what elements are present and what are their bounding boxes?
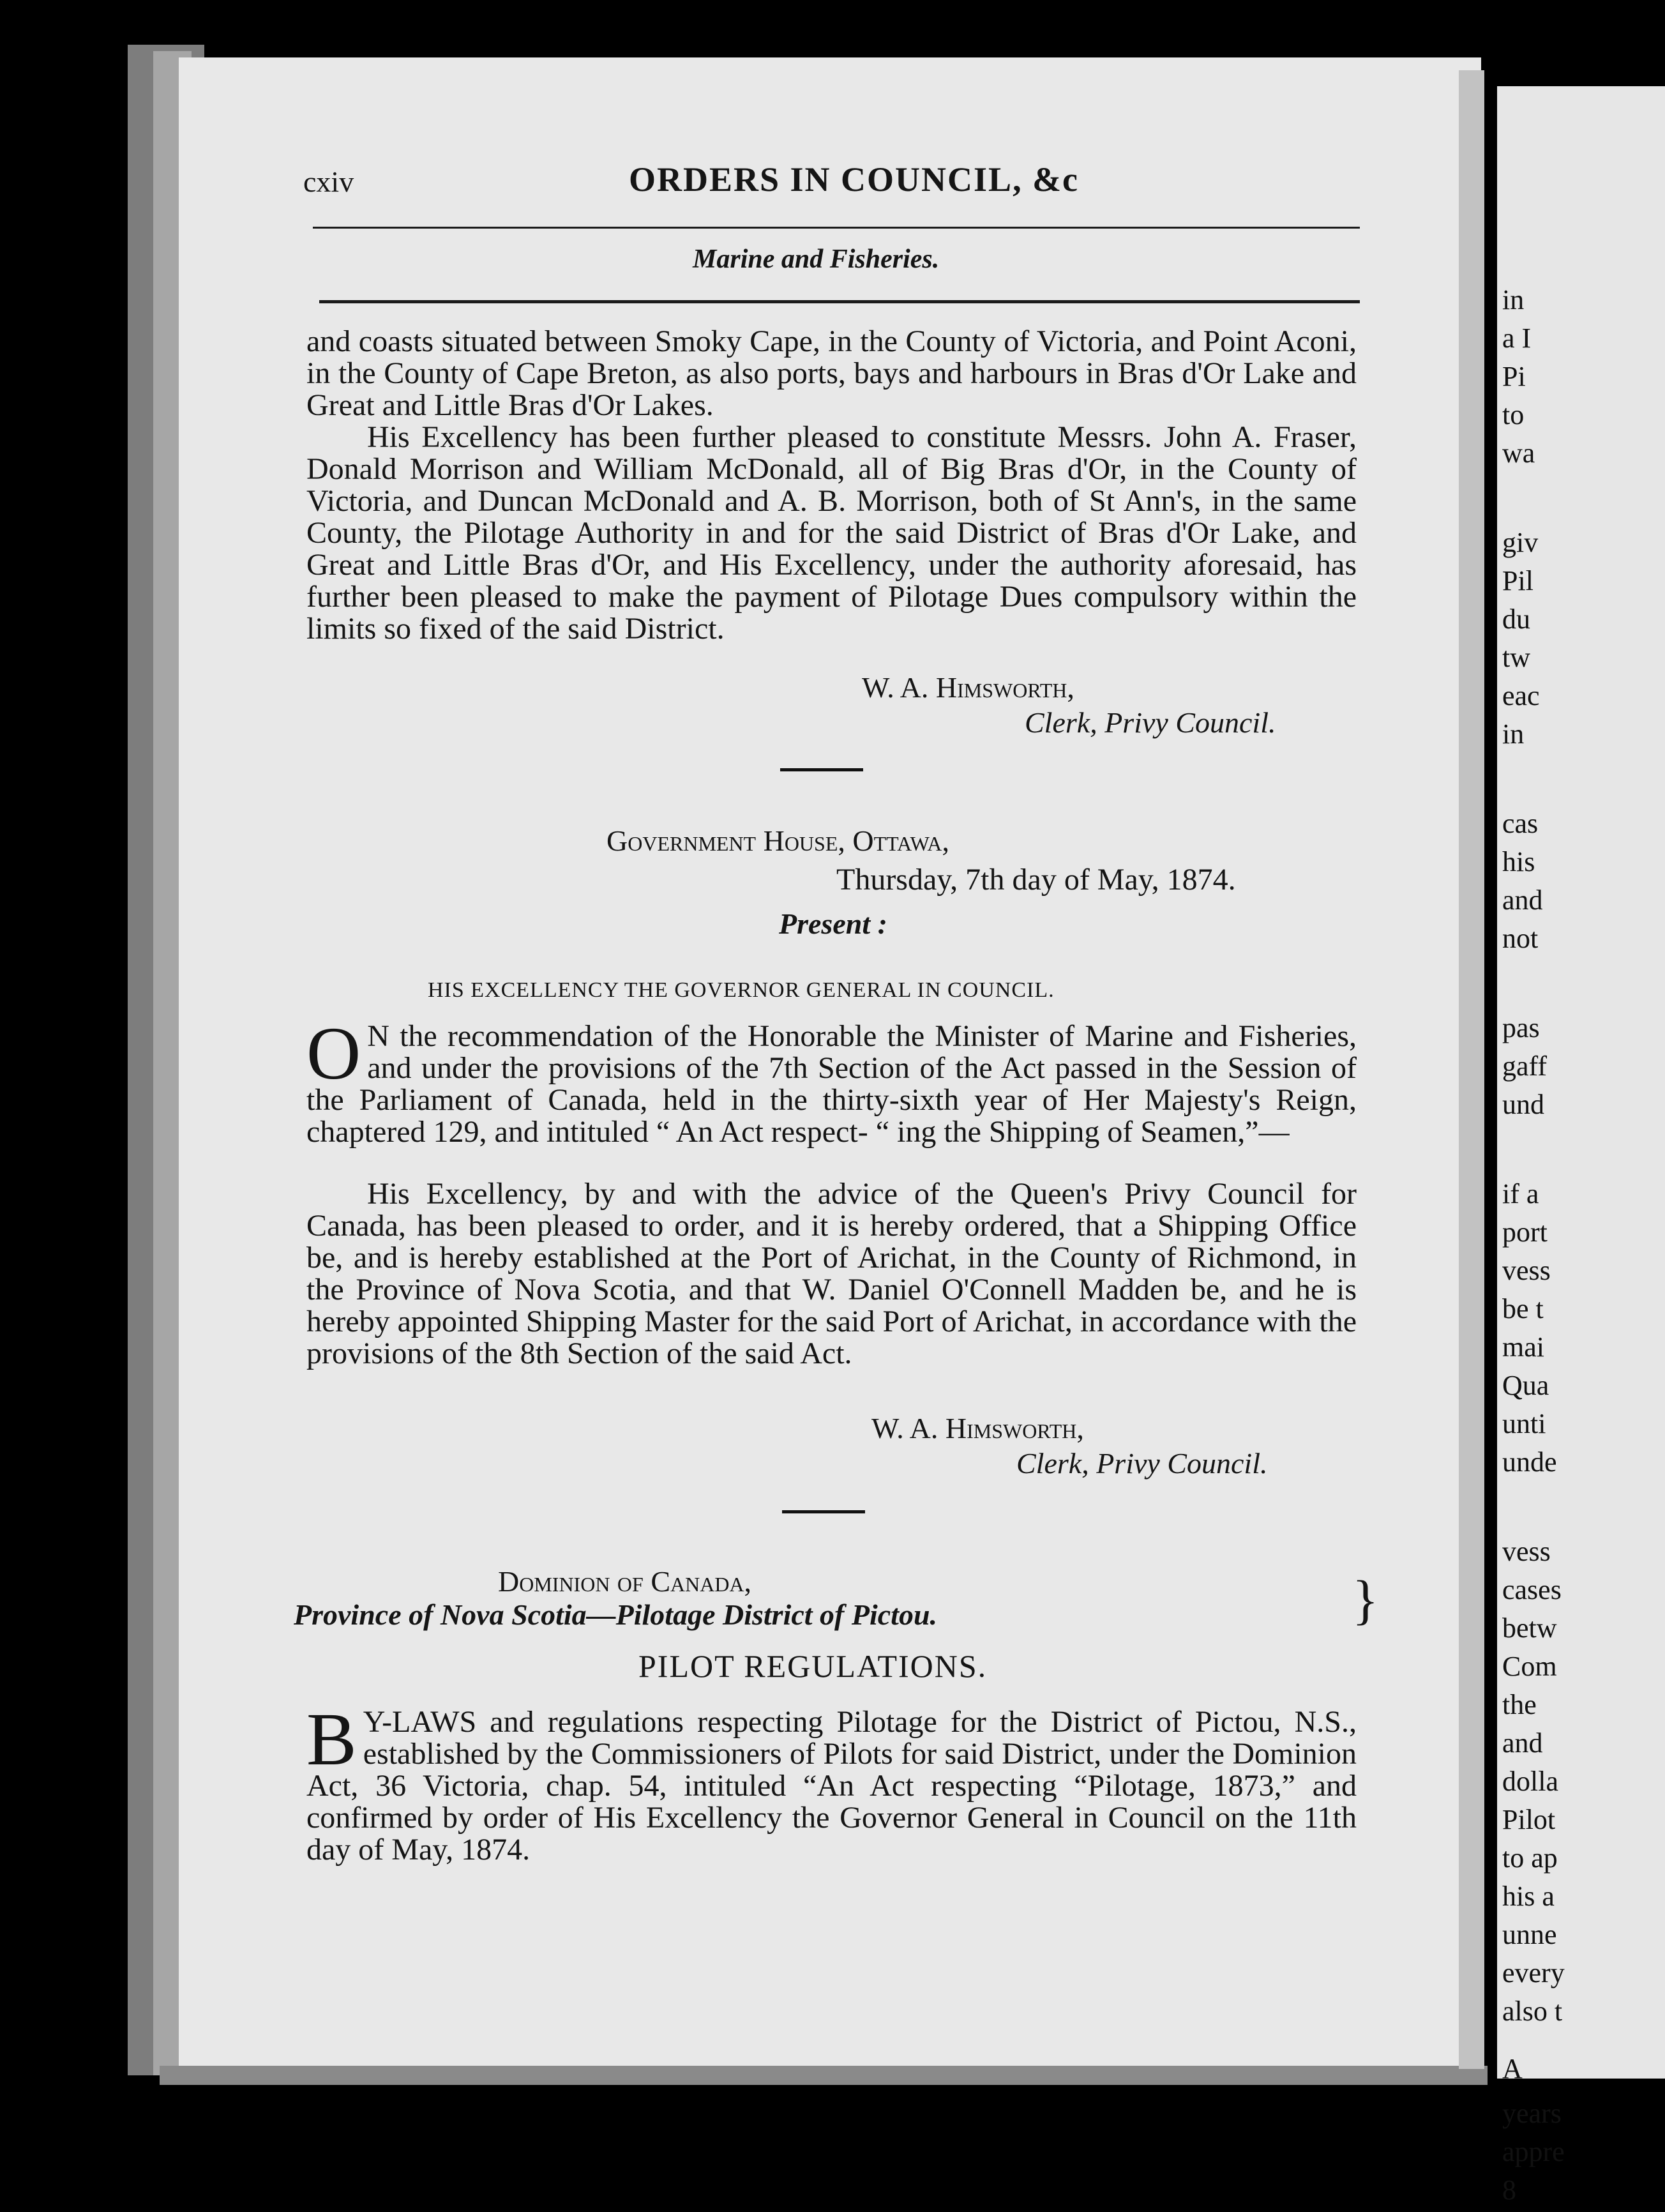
signature-title: Clerk, Privy Council. — [1025, 706, 1276, 739]
signature-title-2: Clerk, Privy Council. — [1016, 1447, 1268, 1480]
facing-page-fragment: and — [1502, 1727, 1543, 1759]
page-edge — [160, 2066, 1488, 2085]
facing-page-fragment: the — [1502, 1689, 1537, 1720]
facing-page-fragment: du — [1502, 603, 1530, 635]
facing-page-fragment: Pi — [1502, 361, 1526, 392]
signature-name: W. A. Himsworth, — [862, 671, 1074, 704]
facing-page-fragment: unde — [1502, 1446, 1557, 1478]
facing-page-fragment: a I — [1502, 322, 1532, 354]
drop-cap-b: B — [306, 1697, 357, 1781]
facing-page-fragment: Qua — [1502, 1370, 1549, 1401]
drop-cap-o: O — [306, 1011, 361, 1095]
facing-page-fragment: cas — [1502, 808, 1539, 839]
facing-page-fragment: cases — [1502, 1574, 1562, 1605]
facing-page-fragment: not — [1502, 923, 1539, 954]
facing-page-fragment: in — [1502, 284, 1525, 315]
facing-page-fragment: gaff — [1502, 1050, 1548, 1082]
facing-page-fragment: giv — [1502, 527, 1539, 558]
bylaws-paragraph — [306, 1697, 1357, 1867]
facing-page-fragment: wa — [1502, 437, 1535, 469]
facing-page-fragment: his a — [1502, 1881, 1555, 1912]
running-head: ORDERS IN COUNCIL, &c — [629, 160, 1080, 199]
facing-page-fragment: his — [1502, 846, 1535, 877]
facing-page-fragment: pas — [1502, 1012, 1540, 1043]
facing-page-fragment: Pil — [1502, 565, 1533, 596]
recommendation-text: N the recommendation of the Honorable the Minister of Marine and Fisheries, and under the provisions of the 7th Section of the Act passed in the Session of the Parliament of Canada, held in the thirty-sixth year of Her Majesty's Reign, chaptered 129, and intituled “ An Act respect- “ ing the Shipping of Seamen,”— — [306, 1019, 1357, 1149]
facing-page — [1497, 86, 1665, 2206]
section-divider — [780, 768, 863, 771]
facing-page-fragment: port — [1502, 1216, 1548, 1248]
province-line: Province of Nova Scotia—Pilotage District of Pictou. — [294, 1598, 938, 1631]
present-line: Present : — [779, 907, 887, 940]
facing-page-fragment: eac — [1502, 680, 1540, 711]
facing-page-fragment: every — [1502, 1957, 1565, 1989]
facing-page-fragment: 8 — [1502, 2174, 1516, 2206]
order-paragraph: His Excellency, by and with the advice of the Queen's Privy Council for Canada, has been pleased to order, and it is hereby ordered, that a Shipping Office be, and is hereby established at the Port of Arichat, in the County of Richmond, in the Province of Nova Scotia, and that W. Daniel O'Connell Madden be, and he is hereby appointed Shipping Master for the said Port of Arichat, in accordance with the provisions of the 8th Section of the said Act. — [306, 1177, 1357, 1370]
facing-page-fragment: Pilot — [1502, 1804, 1556, 1835]
recommendation-paragraph — [306, 1011, 1357, 1149]
facing-page-fragment: to — [1502, 399, 1525, 430]
page-gutter — [1459, 70, 1484, 2069]
facing-page-fragment: vess — [1502, 1255, 1551, 1286]
brace: } — [1352, 1569, 1379, 1630]
facing-page-fragment: unti — [1502, 1408, 1546, 1439]
facing-page-fragment: appre — [1502, 2136, 1565, 2167]
section-divider-2 — [782, 1510, 865, 1513]
facing-page-fragment: be t — [1502, 1293, 1544, 1324]
facing-page-fragment: A — [1502, 2053, 1523, 2084]
continuation-paragraph: and coasts situated between Smoky Cape, in the County of Victoria, and Point Aconi, in the County of Cape Breton, as also ports, bays and harbours in Bras d'Or Lake and Great and Little Bras d'Or Lakes. — [306, 324, 1357, 422]
facing-page-fragment: if a — [1502, 1178, 1539, 1209]
bylaws-text: Y-LAWS and regulations respecting Pilotage for the District of Pictou, N.S., established by the Commissioners of Pilots for said District, under the Dominion Act, 36 Victoria, chap. 54, intituled “An Act respecting “Pilotage, 1873,” and confirmed by order of His Excellency the Governor General in Council on the 11th day of May, 1874. — [306, 1705, 1357, 1867]
council-line: HIS EXCELLENCY THE GOVERNOR GENERAL IN COUNCIL. — [428, 978, 1055, 1002]
authority-paragraph: His Excellency has been further pleased to constitute Messrs. John A. Fraser, Donald Morrison and William McDonald, all of Big Bras d'Or, in the County of Victoria, and Duncan McDonald and A. B. Morrison, both of St Ann's, in the same County, the Pilotage Authority in and for the said District of Bras d'Or Lake, and Great and Little Bras d'Or, and His Excellency, under the authority aforesaid, has further been pleased to make the payment of Pilotage Dues compulsory within the limits so fixed of the said District. — [306, 420, 1357, 646]
facing-page-fragment: Com — [1502, 1651, 1557, 1682]
section-head: Marine and Fisheries. — [693, 245, 940, 274]
facing-page-fragment: unne — [1502, 1919, 1557, 1950]
facing-page-fragment: also t — [1502, 1996, 1563, 2027]
facing-page-fragment: mai — [1502, 1331, 1544, 1363]
place-line: Government House, Ottawa, — [606, 824, 949, 857]
facing-page-fragment: to ap — [1502, 1842, 1558, 1874]
facing-page-fragment: tw — [1502, 642, 1530, 673]
header-rule-bottom — [319, 300, 1360, 303]
facing-page-fragment: vess — [1502, 1536, 1551, 1567]
date-line: Thursday, 7th day of May, 1874. — [836, 863, 1236, 897]
regulations-title: PILOT REGULATIONS. — [638, 1648, 988, 1684]
facing-page-fragment: and — [1502, 884, 1543, 916]
facing-page-fragment: und — [1502, 1089, 1544, 1120]
facing-page-fragment: dolla — [1502, 1766, 1558, 1797]
header-rule-top — [313, 227, 1360, 229]
facing-page-fragment: years — [1502, 2098, 1562, 2129]
page-folio: cxiv — [303, 165, 354, 198]
facing-page-fragment: in — [1502, 718, 1525, 750]
dominion-line: Dominion of Canada, — [498, 1565, 752, 1598]
signature-name-2: W. A. Himsworth, — [871, 1412, 1084, 1444]
facing-page-fragment: betw — [1502, 1612, 1557, 1644]
